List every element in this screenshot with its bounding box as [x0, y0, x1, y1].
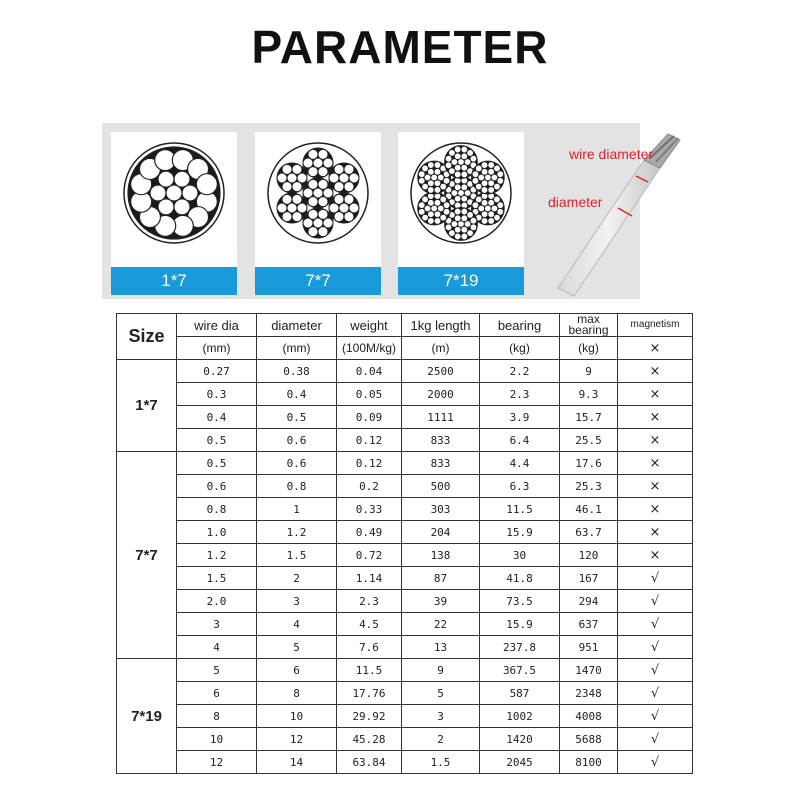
card-label: 1*7 [111, 267, 237, 295]
header-row [117, 314, 693, 337]
cell-weight: 2.3 [337, 590, 402, 613]
cell-magnetism: × [618, 452, 693, 475]
cell-magnetism: √ [618, 659, 693, 682]
cell-max-bearing: 637 [560, 613, 618, 636]
col-diameter: diameter [257, 314, 337, 337]
cell-magnetism: × [618, 521, 693, 544]
cell-max-bearing: 25.3 [560, 475, 618, 498]
cell-wire-dia: 1.0 [177, 521, 257, 544]
cell-bearing: 587 [480, 682, 560, 705]
strand-1x7-icon [121, 140, 227, 246]
cell-bearing: 4.4 [480, 452, 560, 475]
cell-bearing: 73.5 [480, 590, 560, 613]
cell-weight: 17.76 [337, 682, 402, 705]
table-row [117, 475, 693, 498]
table-row [117, 406, 693, 429]
unit-diameter: (mm) [257, 337, 337, 360]
cell-diameter: 0.8 [257, 475, 337, 498]
cell-bearing: 2.2 [480, 360, 560, 383]
cell-magnetism: × [618, 475, 693, 498]
cell-wire-dia: 0.6 [177, 475, 257, 498]
cell-weight: 0.49 [337, 521, 402, 544]
cell-weight: 0.09 [337, 406, 402, 429]
cell-max-bearing: 120 [560, 544, 618, 567]
group-label: 1*7 [117, 360, 177, 452]
cell-magnetism: × [618, 383, 693, 406]
table-row [117, 544, 693, 567]
card-7x19 [398, 132, 524, 295]
cell-wire-dia: 0.8 [177, 498, 257, 521]
cell-weight: 0.05 [337, 383, 402, 406]
cell-length: 22 [402, 613, 480, 636]
table-row [117, 636, 693, 659]
cell-weight: 45.28 [337, 728, 402, 751]
cell-max-bearing: 1470 [560, 659, 618, 682]
cell-length: 204 [402, 521, 480, 544]
cell-length: 138 [402, 544, 480, 567]
cell-diameter: 10 [257, 705, 337, 728]
table-row [117, 360, 693, 383]
table-row [117, 613, 693, 636]
cell-length: 13 [402, 636, 480, 659]
cell-max-bearing: 46.1 [560, 498, 618, 521]
cell-bearing: 1002 [480, 705, 560, 728]
cell-max-bearing: 15.7 [560, 406, 618, 429]
cell-diameter: 1.2 [257, 521, 337, 544]
cell-diameter: 0.6 [257, 429, 337, 452]
unit-magnetism: × [618, 337, 693, 360]
diameter-callout: diameter [548, 194, 603, 210]
cell-bearing: 2.3 [480, 383, 560, 406]
cell-weight: 0.12 [337, 429, 402, 452]
group-label: 7*7 [117, 452, 177, 659]
cell-wire-dia: 4 [177, 636, 257, 659]
strand-7x19-icon [408, 140, 514, 246]
cell-magnetism: √ [618, 682, 693, 705]
parameter-table [116, 313, 693, 774]
cell-weight: 63.84 [337, 751, 402, 774]
cell-diameter: 2 [257, 567, 337, 590]
cell-wire-dia: 5 [177, 659, 257, 682]
cell-length: 5 [402, 682, 480, 705]
cell-bearing: 1420 [480, 728, 560, 751]
cell-bearing: 2045 [480, 751, 560, 774]
cell-max-bearing: 9 [560, 360, 618, 383]
cell-weight: 11.5 [337, 659, 402, 682]
cell-magnetism: √ [618, 613, 693, 636]
cell-bearing: 3.9 [480, 406, 560, 429]
cell-max-bearing: 17.6 [560, 452, 618, 475]
unit-length: (m) [402, 337, 480, 360]
table-body [117, 314, 693, 774]
cell-magnetism: √ [618, 590, 693, 613]
cell-weight: 4.5 [337, 613, 402, 636]
cell-length: 833 [402, 452, 480, 475]
cell-magnetism: × [618, 406, 693, 429]
card-1x7 [111, 132, 237, 295]
cell-max-bearing: 8100 [560, 751, 618, 774]
unit-row [117, 337, 693, 360]
cell-wire-dia: 2.0 [177, 590, 257, 613]
unit-weight: (100M/kg) [337, 337, 402, 360]
card-label: 7*7 [255, 267, 381, 295]
cell-length: 1111 [402, 406, 480, 429]
cell-length: 2000 [402, 383, 480, 406]
cell-length: 833 [402, 429, 480, 452]
wire-diameter-callout: wire diameter [569, 146, 654, 162]
unit-bearing: (kg) [480, 337, 560, 360]
page-title: PARAMETER [251, 21, 549, 73]
cell-bearing: 15.9 [480, 613, 560, 636]
cell-weight: 0.33 [337, 498, 402, 521]
cell-diameter: 0.5 [257, 406, 337, 429]
cell-diameter: 4 [257, 613, 337, 636]
col-wire-dia: wire dia [177, 314, 257, 337]
cell-magnetism: √ [618, 636, 693, 659]
group-label: 7*19 [117, 659, 177, 774]
card-label: 7*19 [398, 267, 524, 295]
col-bearing: bearing [480, 314, 560, 337]
cell-diameter: 0.4 [257, 383, 337, 406]
cell-max-bearing: 63.7 [560, 521, 618, 544]
cell-length: 303 [402, 498, 480, 521]
table-row [117, 728, 693, 751]
cell-max-bearing: 9.3 [560, 383, 618, 406]
cell-magnetism: √ [618, 728, 693, 751]
cell-diameter: 1.5 [257, 544, 337, 567]
cell-diameter: 0.6 [257, 452, 337, 475]
cell-bearing: 6.3 [480, 475, 560, 498]
cell-diameter: 14 [257, 751, 337, 774]
unit-max-bearing: (kg) [560, 337, 618, 360]
table-row [117, 383, 693, 406]
cell-magnetism: × [618, 360, 693, 383]
cell-diameter: 3 [257, 590, 337, 613]
cell-wire-dia: 0.27 [177, 360, 257, 383]
table-row [117, 498, 693, 521]
cell-bearing: 367.5 [480, 659, 560, 682]
cell-magnetism: × [618, 544, 693, 567]
table-row [117, 567, 693, 590]
cell-bearing: 11.5 [480, 498, 560, 521]
table-row [117, 452, 693, 475]
cell-wire-dia: 0.5 [177, 452, 257, 475]
cell-length: 39 [402, 590, 480, 613]
cell-bearing: 41.8 [480, 567, 560, 590]
cell-weight: 0.04 [337, 360, 402, 383]
cell-bearing: 6.4 [480, 429, 560, 452]
card-7x7 [255, 132, 381, 295]
cell-magnetism: √ [618, 567, 693, 590]
cell-diameter: 0.38 [257, 360, 337, 383]
cell-wire-dia: 3 [177, 613, 257, 636]
cell-magnetism: √ [618, 705, 693, 728]
cell-diameter: 12 [257, 728, 337, 751]
cell-diameter: 1 [257, 498, 337, 521]
table-row [117, 521, 693, 544]
table-row [117, 590, 693, 613]
strand-7x7-icon [265, 140, 371, 246]
cell-weight: 0.12 [337, 452, 402, 475]
cell-max-bearing: 25.5 [560, 429, 618, 452]
cell-length: 2500 [402, 360, 480, 383]
col-magnetism: magnetism [618, 314, 693, 337]
cell-bearing: 30 [480, 544, 560, 567]
cell-magnetism: × [618, 429, 693, 452]
cell-length: 3 [402, 705, 480, 728]
cell-diameter: 5 [257, 636, 337, 659]
cell-wire-dia: 0.4 [177, 406, 257, 429]
cell-wire-dia: 1.2 [177, 544, 257, 567]
table-row [117, 429, 693, 452]
table-row [117, 659, 693, 682]
cell-bearing: 15.9 [480, 521, 560, 544]
cell-diameter: 8 [257, 682, 337, 705]
cell-wire-dia: 0.3 [177, 383, 257, 406]
cell-weight: 0.72 [337, 544, 402, 567]
cell-wire-dia: 8 [177, 705, 257, 728]
table-row [117, 751, 693, 774]
cell-wire-dia: 1.5 [177, 567, 257, 590]
cell-wire-dia: 12 [177, 751, 257, 774]
cell-length: 2 [402, 728, 480, 751]
cell-length: 1.5 [402, 751, 480, 774]
cell-max-bearing: 167 [560, 567, 618, 590]
max-bearing-line-1: max [577, 312, 600, 326]
cell-weight: 1.14 [337, 567, 402, 590]
col-max-bearing [560, 314, 618, 337]
cell-max-bearing: 5688 [560, 728, 618, 751]
cell-diameter: 6 [257, 659, 337, 682]
cell-max-bearing: 4008 [560, 705, 618, 728]
cell-wire-dia: 6 [177, 682, 257, 705]
cell-wire-dia: 10 [177, 728, 257, 751]
cell-weight: 7.6 [337, 636, 402, 659]
cell-weight: 29.92 [337, 705, 402, 728]
table-row [117, 705, 693, 728]
cell-max-bearing: 2348 [560, 682, 618, 705]
cell-wire-dia: 0.5 [177, 429, 257, 452]
table-row [117, 682, 693, 705]
col-weight: weight [337, 314, 402, 337]
cell-magnetism: √ [618, 751, 693, 774]
cell-length: 87 [402, 567, 480, 590]
cell-length: 500 [402, 475, 480, 498]
size-header: Size [117, 314, 177, 360]
cell-max-bearing: 951 [560, 636, 618, 659]
unit-wire-dia: (mm) [177, 337, 257, 360]
cell-bearing: 237.8 [480, 636, 560, 659]
cell-weight: 0.2 [337, 475, 402, 498]
cell-magnetism: × [618, 498, 693, 521]
cell-length: 9 [402, 659, 480, 682]
cell-max-bearing: 294 [560, 590, 618, 613]
col-length: 1kg length [402, 314, 480, 337]
max-bearing-line-2: bearing [568, 323, 609, 337]
